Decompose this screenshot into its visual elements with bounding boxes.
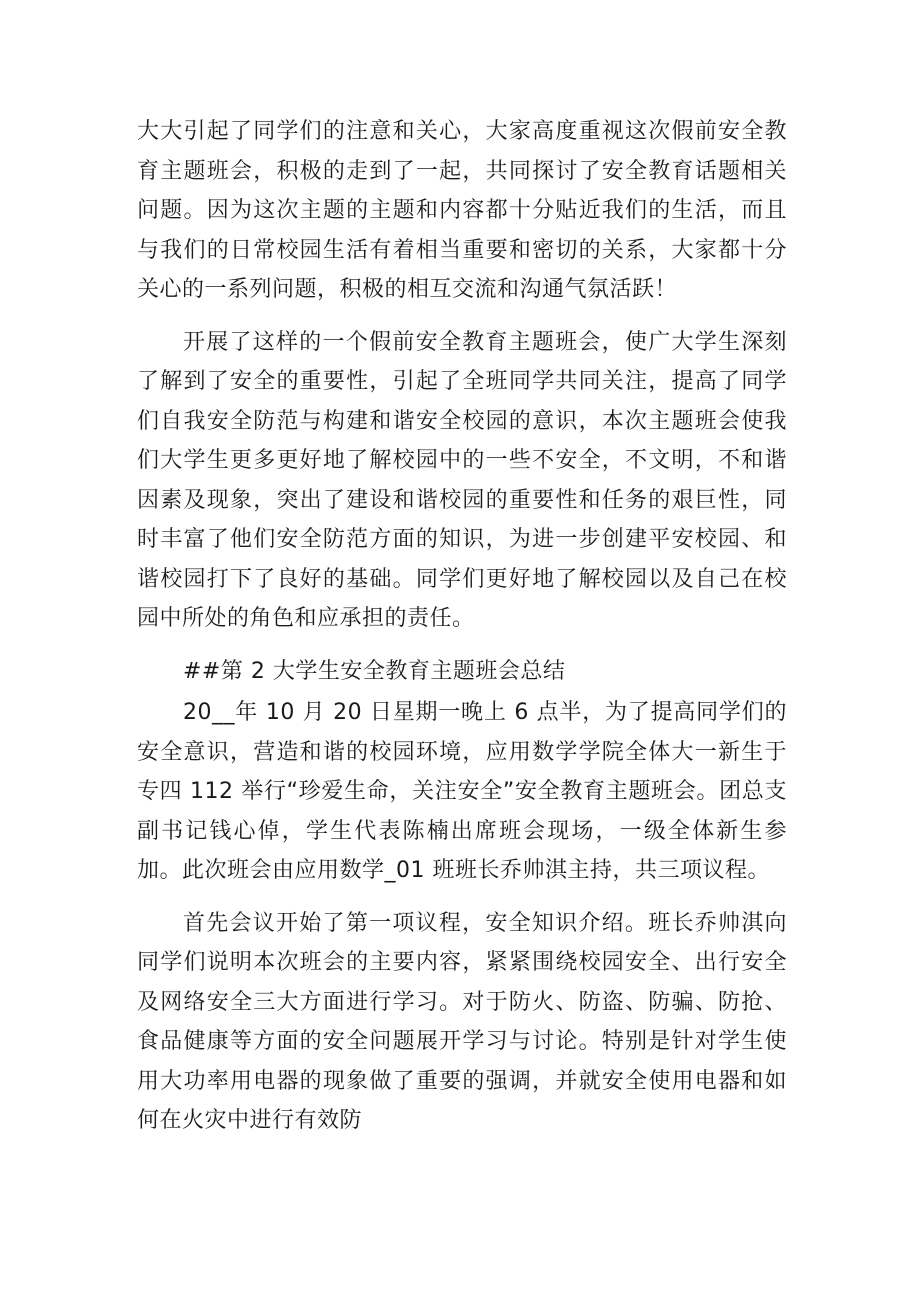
document-body: [137, 112, 787, 1141]
section-heading: ##第 2 大学生安全教育主题班会总结: [183, 658, 566, 684]
paragraph-continuation: 大大引起了同学们的注意和关心，大家高度重视这次假前安全教育主题班会，积极的走到了一起，共同探讨了安全教育话题相关问题。因为这次主题的主题和内容都十分贴近我们的生活，而且与我们的日常校园生活有着相当重要和密切的关系，大家都十分关心的一系列问题，积极的相互交流和沟通气氛活跃！: [137, 119, 787, 302]
paragraph-agenda-one: 首先会议开始了第一项议程，安全知识介绍。班长乔帅淇向同学们说明本次班会的主要内容，紧紧围绕校园安全、出行安全及网络安全三大方面进行学习。对于防火、防盗、防骗、防抢、食品健康等方面的安全问题展开学习与讨论。特别是针对学生使用大功率用电器的现象做了重要的强调，并就安全使用电器和如何在火灾中进行有效防: [137, 910, 787, 1133]
paragraph-summary: 开展了这样的一个假前安全教育主题班会，使广大学生深刻了解到了安全的重要性，引起了全班同学共同关注，提高了同学们自我安全防范与构建和谐安全校园的意识，本次主题班会使我们大学生更多更好地了解校园中的一些不安全，不文明，不和谐因素及现象，突出了建设和谐校园的重要性和任务的艰巨性，同时丰富了他们安全防范方面的知识，为进一步创建平安校园、和谐校园打下了良好的基础。同学们更好地了解校园以及自己在校园中所处的角色和应承担的责任。: [137, 329, 787, 631]
paragraph-event-intro: 20__年 10 月 20 日星期一晚上 6 点半，为了提高同学们的安全意识，营造和谐的校园环境，应用数学学院全体大一新生于专四 112 举行“珍爱生命，关注安全”安全教育主题班会。团总支副书记钱心倬，学生代表陈楠出席班会现场，一级全体新生参加。此次班会由应用数学_01 班班长乔帅淇主持，共三项议程。: [137, 700, 787, 883]
